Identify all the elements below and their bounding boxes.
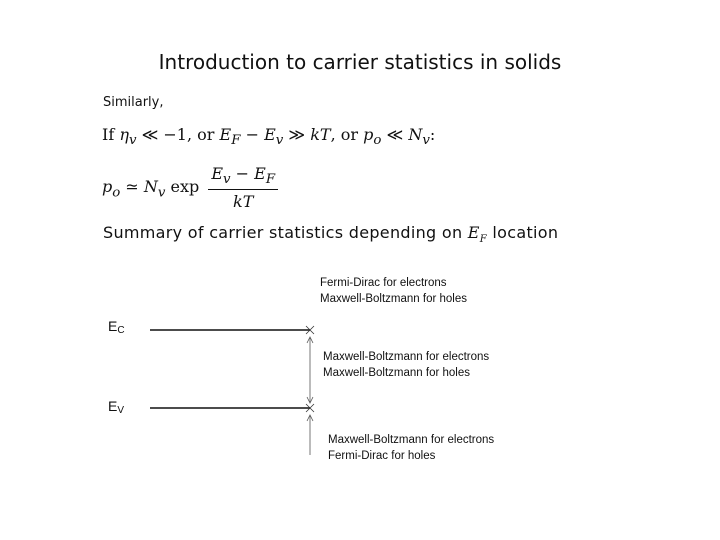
approx-coef: N: [143, 177, 158, 197]
approx-lhs: p: [102, 177, 113, 197]
intro-text: Similarly,: [103, 95, 164, 110]
region-bottom-label: [328, 432, 494, 464]
denominator-kt: kT: [233, 192, 254, 212]
region-middle-label: [323, 349, 489, 381]
approx-coef-subscript: v: [157, 185, 166, 201]
region-top-label: [320, 275, 467, 307]
approx-lhs-subscript: o: [112, 185, 121, 201]
region-top-line-2: Maxwell-Boltzmann for holes: [320, 293, 468, 305]
condition-or: , or: [330, 125, 359, 144]
region-top-line-1: Fermi-Dirac for electrons: [320, 277, 447, 289]
bottom-region-arrow: [307, 415, 313, 455]
ef-symbol: E: [219, 125, 232, 144]
po-symbol: p: [363, 125, 374, 144]
region-middle-line-1: Maxwell-Boltzmann for electrons: [323, 351, 490, 363]
condition-if: If: [102, 125, 115, 144]
nv-symbol: N: [408, 125, 423, 144]
approx-relation: ≃: [125, 177, 139, 197]
region-middle-line-2: Maxwell-Boltzmann for holes: [323, 367, 471, 379]
ec-label: [108, 318, 125, 336]
region-bottom-line-2: Fermi-Dirac for holes: [328, 450, 436, 462]
ev-label: [108, 398, 124, 416]
po-subscript: o: [373, 133, 382, 149]
eta-symbol: η: [119, 125, 129, 144]
ev-label-subscript: V: [117, 405, 125, 416]
eta-subscript: v: [128, 133, 137, 149]
kt-symbol: kT: [310, 125, 331, 144]
numerator-ev: E: [211, 164, 224, 183]
middle-region-arrow: [307, 337, 313, 403]
ev-subscript: v: [275, 133, 284, 149]
summary-tail: location: [492, 223, 559, 242]
approx-exp: exp: [170, 177, 200, 197]
ev-symbol: E: [264, 125, 276, 144]
numerator-ef-subscript: F: [265, 172, 276, 188]
numerator-minus: −: [235, 164, 250, 183]
condition-relation-1: ≪ −1, or: [141, 125, 215, 144]
condition-relation-3: ≪: [386, 125, 404, 144]
condition-colon: :: [429, 125, 436, 144]
region-bottom-line-1: Maxwell-Boltzmann for electrons: [328, 434, 495, 446]
nv-subscript: v: [422, 133, 430, 149]
ef-subscript: F: [231, 133, 241, 149]
summary-ef-subscript: F: [479, 234, 488, 246]
ev-label-letter: E: [108, 398, 118, 414]
summary-text: Summary of carrier statistics depending on: [103, 223, 463, 242]
minus-sign: −: [245, 125, 259, 144]
ec-label-letter: E: [108, 318, 118, 334]
summary-ef-symbol: E: [467, 223, 480, 242]
page-title: Introduction to carrier statistics in solids: [158, 50, 562, 74]
condition-relation-2: ≫: [288, 125, 306, 144]
ec-label-subscript: C: [117, 325, 125, 336]
numerator-ev-subscript: v: [223, 172, 231, 188]
numerator-ef: E: [254, 164, 266, 183]
